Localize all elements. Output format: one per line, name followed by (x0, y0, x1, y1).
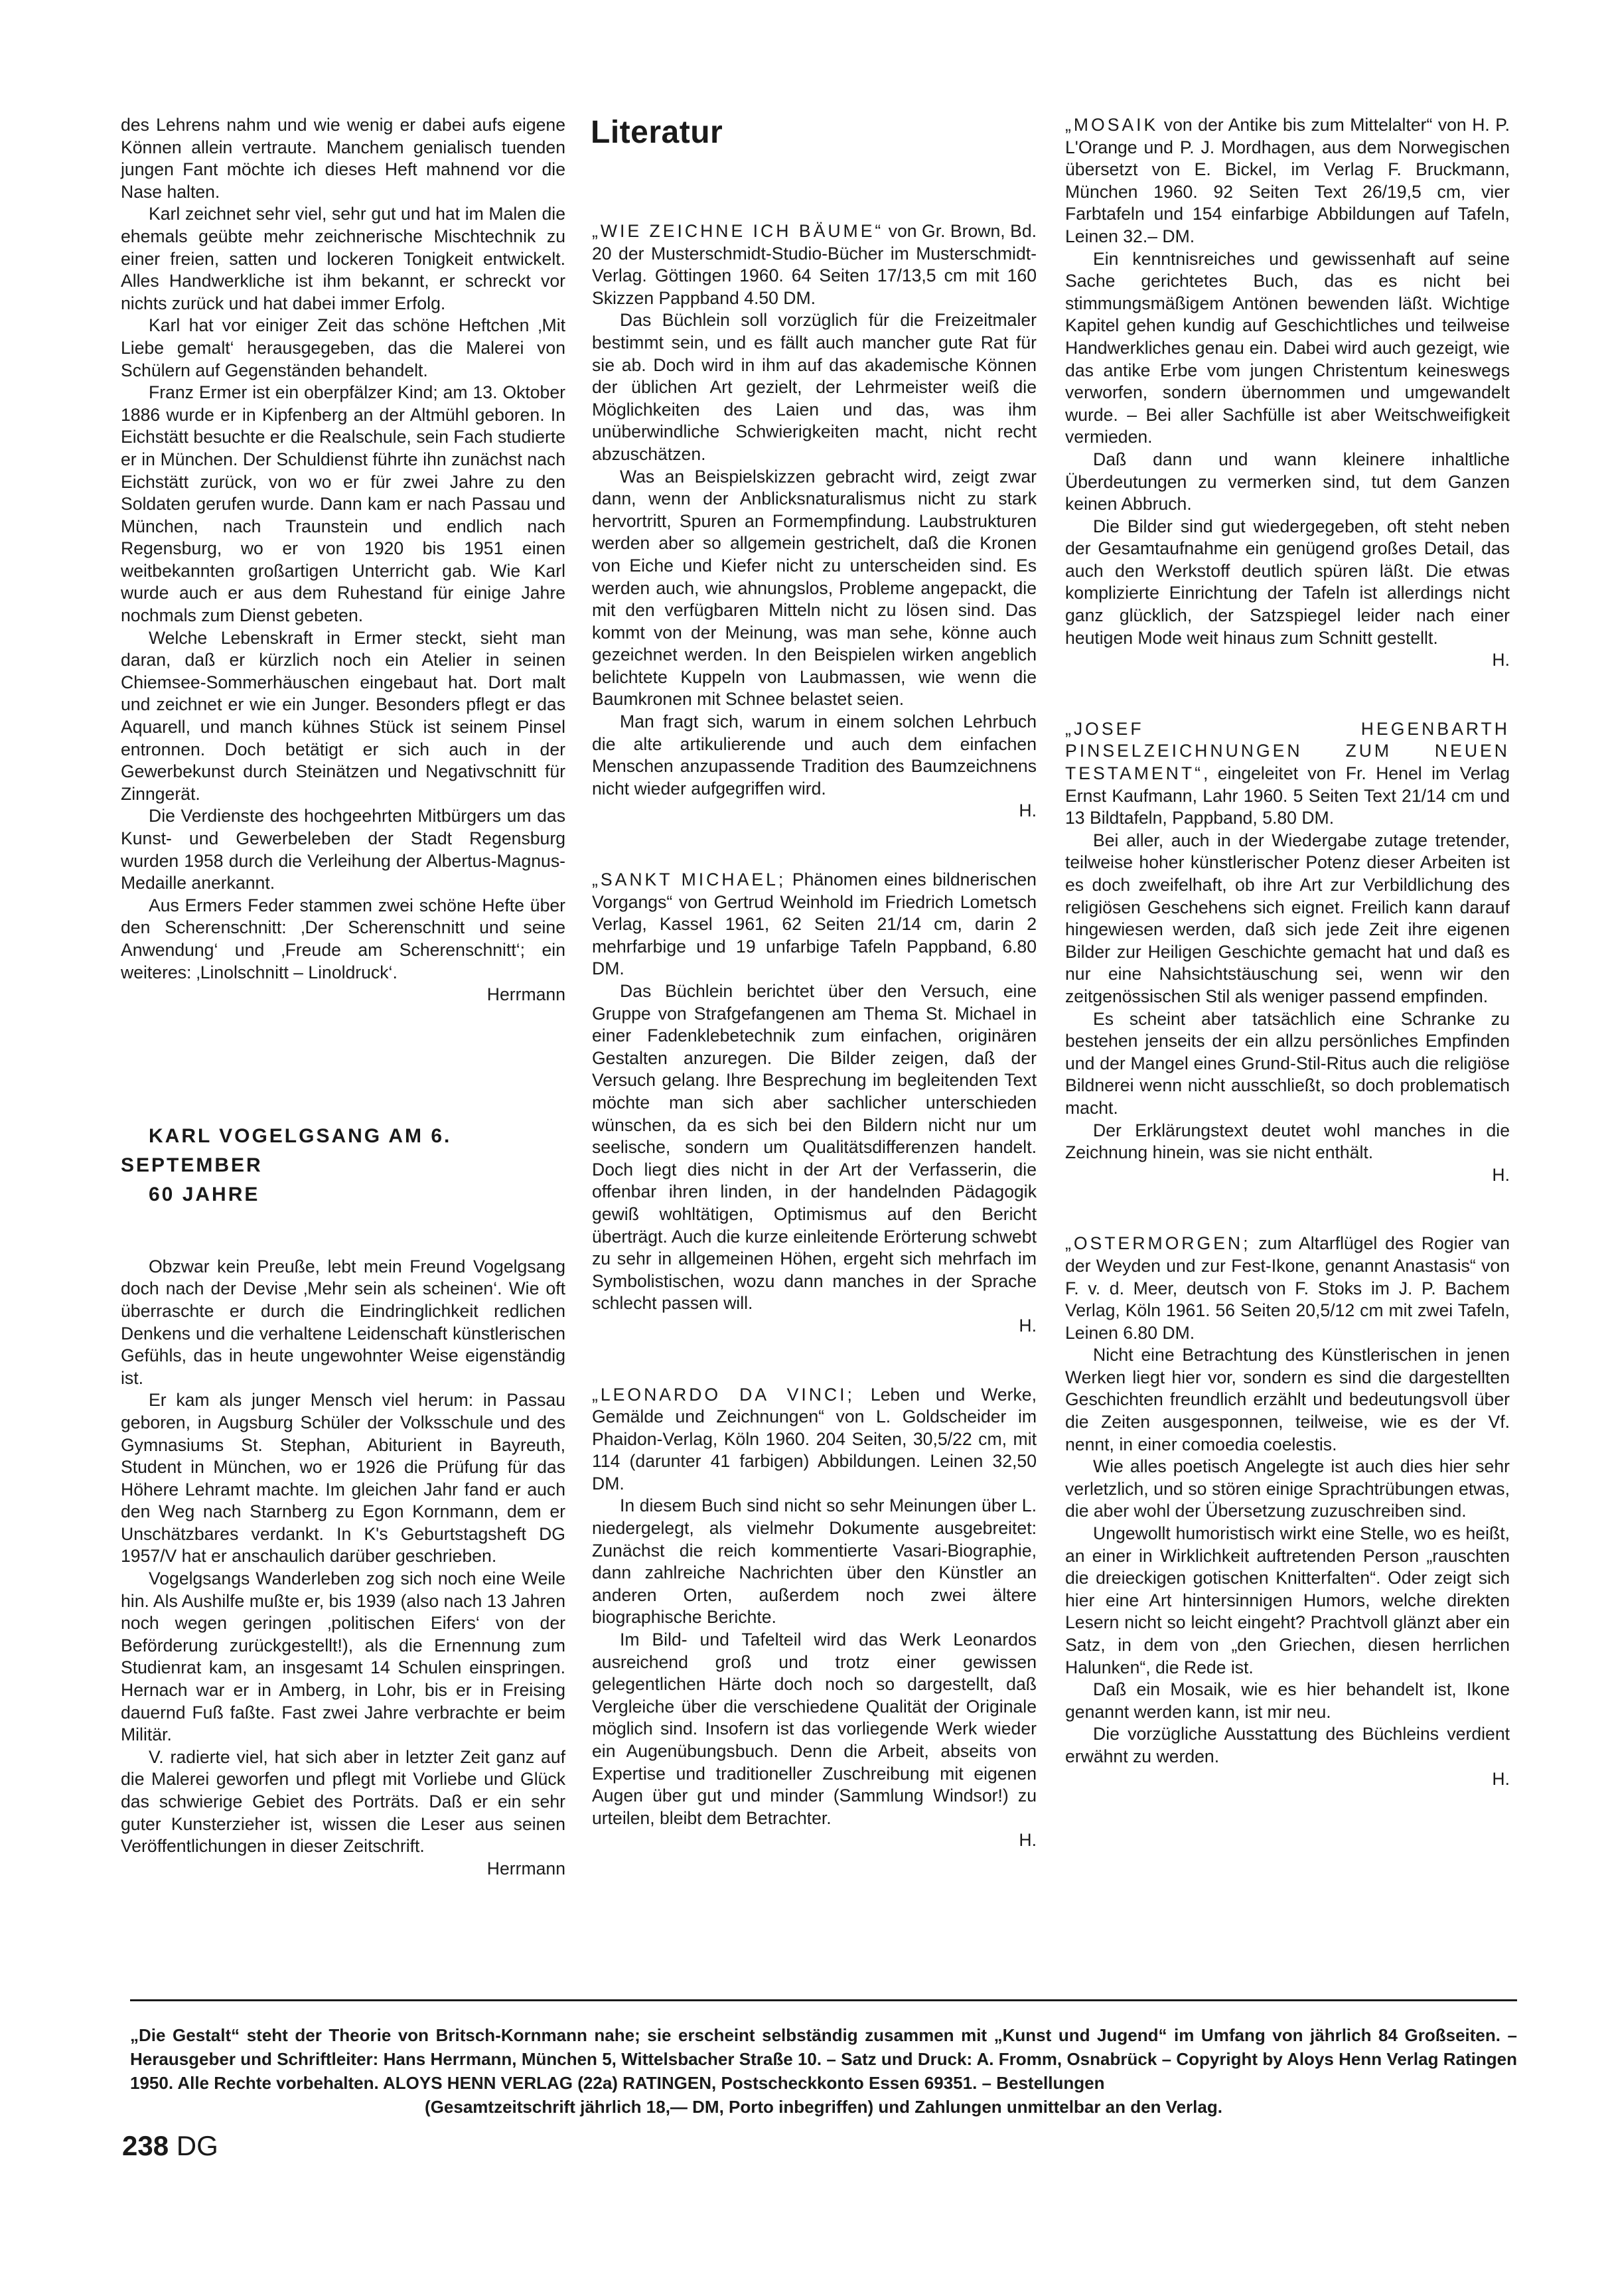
section-title: KARL VOGELGSANG AM 6. SEPTEMBER (121, 1124, 452, 1176)
review-title: „OSTERMORGEN; (1065, 1233, 1251, 1254)
page-number-value: 238 (122, 2130, 169, 2161)
author-signature: Herrmann (486, 1858, 565, 1878)
paragraph: Obzwar kein Preuße, lebt mein Freund Vogelgsang doch nach der Devise ‚Mehr sein als scheinen‘. Wie oft überraschte er durch die Eindringlichkeit redlichen Denkens und die verhaltene Leidenschaft künstlerischen Gefühls, das in heute ungewohnter Weise eigenständig ist. (121, 1256, 565, 1388)
paragraph: Er kam als junger Mensch viel herum: in Passau geboren, in Augsburg Schüler der Volksschule und des Gymnasiums St. Stephan, Abiturient in Bayreuth, Student in München, wo er 1926 die Prüfung für das Höhere Lehramt machte. Im gleichen Jahr fand er auch den Weg nach Starnberg zu Egon Kornmann, dem er Unschätzbares verdankt. In K's Geburtstagsheft DG 1957/V hat er anschaulich darüber geschrieben. (121, 1390, 565, 1567)
paragraph: Vogelgsangs Wanderleben zog sich noch eine Weile hin. Als Aushilfe mußte er, bis 1939 (also nach 13 Jahren noch wegen geringen ‚politischen Eifers‘ von der Beförderung zurückgestellt!), als die Ernennung zum Studienrat kam, an insgesamt 14 Schulen einspringen. Hernach war er in Amberg, in Lohr, bis er in Freising dauernd Fuß faßte. Fast zwei Jahre verbrachte er beim Militär. (121, 1569, 565, 1745)
paragraph: Bei aller, auch in der Wiedergabe zutage tretender, teilweise hoher künstlerischer Potenz dieser Arbeiten ist es doch zweifelhaft, ob ihre Art zur Verbildlichung des religiösen Geschehens sich eignet. Freilich kann darauf hingewiesen werden, daß sich jede Zeit ihre eigenen Bilder zur Heiligen Geschichte gemacht hat und daß es nur eine Nahsichtstäuschung sei, wenn wir den zeitgenössischen Stil als weniger passend empfinden. (1065, 830, 1510, 1006)
review-signature: H. (1019, 801, 1037, 821)
review-signature: H. (1492, 650, 1510, 670)
paragraph: Aus Ermers Feder stammen zwei schöne Hefte über den Scherenschnitt: ‚Der Scherenschnitt und seine Anwendung‘ und ‚Freude am Scherenschnitt‘; ein weiteres: ‚Linolschnitt – Linoldruck‘. (121, 895, 565, 982)
review-title: „SANKT MICHAEL; (592, 870, 786, 890)
paragraph: Welche Lebenskraft in Ermer steckt, sieht man daran, daß er kürzlich noch ein Atelier in seinen Chiemsee-Sommerhäuschen eingebaut hat. Dort malt und zeichnet er wie ein Junger. Besonders pflegt er das Aquarell, und manch kühnes Stück ist seinem Pinsel entronnen. Doch betätigt er sich auch in der Gewerbekunst durch Steinätzen und Negativschnitt für Zinngerät. (121, 627, 565, 804)
spacer (1065, 672, 1510, 718)
paragraph: Nicht eine Betrachtung des Künstlerischen in jenen Werken liegt hier vor, sondern es sind die dargestellten Geschichten freundlich erzählt und bedeutungsvoll über die Zeiten ausgesponnen, teilweise, wie es der Vf. nennt, in einer comoedia coelestis. (1065, 1345, 1510, 1454)
paragraph: Daß dann und wann kleinere inhaltliche Überdeutungen zu vermerken sind, tut dem Ganzen keinen Abbruch. (1065, 449, 1510, 514)
review-biblio: , eingeleitet von Fr. Henel im Verlag Ernst Kaufmann, Lahr 1960. 5 Seiten Text 21/14 cm und 13 Bildtafeln, Pappband, 5.80 DM. (1065, 763, 1510, 828)
review-biblio: von der Antike bis zum Mittelalter“ von H. P. L'Orange und P. J. Mordhagen, aus dem Norwegischen übersetzt von E. Bickel, im Verlag F. Bruckmann, München 1960. 92 Seiten Text 26/19,5 cm, vier Farbtafeln und 154 einfarbige Abbildungen auf Tafeln, Leinen 32.– DM. (1065, 115, 1510, 246)
paragraph: Daß ein Mosaik, wie es hier behandelt ist, Ikone genannt werden kann, ist mir neu. (1065, 1679, 1510, 1722)
review-mosaik (1065, 114, 1510, 672)
paragraph: Die vorzügliche Ausstattung des Büchleins verdient erwähnt zu werden. (1065, 1724, 1510, 1766)
review-title: „MOSAIK (1065, 115, 1159, 135)
review-citation (592, 1384, 1037, 1495)
review-citation (1065, 718, 1510, 830)
review-leonardo (592, 1384, 1037, 1852)
spacer (121, 1209, 565, 1256)
paragraph: In diesem Buch sind nicht so sehr Meinungen über L. niedergelegt, als vielmehr Dokumente ausgebreitet: Zunächst die reich kommentierte Vasari-Biographie, dann zahlreiche Nachrichten über den Künstler an anderen Orten, außerdem noch zwei ältere biographische Berichte. (592, 1495, 1037, 1628)
review-title: „JOSEF HEGENBARTH PINSELZEICHNUNGEN ZUM NEUEN TESTAMENT“ (1065, 718, 1510, 784)
paragraph: Ein kenntnisreiches und gewissenhaft auf seine Sache gerichtetes Buch, das es nicht bei stimmungsmäßigem Antönen bewenden läßt. Wichtige Kapitel gehen kundig auf Geschichtliches und teilweise Handwerkliches genau ein. Dabei wird auch gezeigt, wie das antike Erbe vom jungen Christentum keineswegs verworfen, sondern übernommen und umgewandelt wurde. – Bei aller Sachfülle ist aber Weitschweifigkeit vermieden. (1065, 248, 1510, 447)
review-citation (592, 869, 1037, 980)
imprint-last-line: (Gesamtzeitschrift jährlich 18,— DM, Porto inbegriffen) und Zahlungen unmittelbar an den Verlag. (425, 2097, 1222, 2117)
review-signature: H. (1019, 1830, 1037, 1851)
review-biblio: Phänomen eines bildnerischen Vorgangs“ von Gertrud Weinhold im Friedrich Lometsch Verlag, Kassel 1961, 62 Seiten 21/14 cm, darin 2 mehrfarbige und 19 unfarbige Tafeln Pappband, 6.80 DM. (592, 870, 1037, 979)
journal-abbrev: DG (176, 2130, 218, 2161)
section-subtitle: 60 JAHRE (149, 1183, 260, 1205)
page-number (122, 2129, 218, 2163)
review-biblio: von Gr. Brown, Bd. 20 der Musterschmidt-Studio-Bücher im Musterschmidt-Verlag. Göttingen 1960. 64 Seiten 17/13,5 cm mit 160 Skizzen Pappband 4.50 DM. (592, 221, 1037, 308)
review-signature: H. (1492, 1768, 1510, 1789)
author-signature: Herrmann (486, 984, 565, 1005)
imprint-text: „Die Gestalt“ steht der Theorie von Britsch-Kornmann nahe; sie erscheint selbständig zusammen mit „Kunst und Jugend“ im Umfang von jährlich 84 Großseiten. – Herausgeber und Schriftleiter: Hans Herrmann, München 5, Wittelsbacher Straße 10. – Satz und Druck: A. Fromm, Osnabrück – Copyright by Aloys Henn Verlag Ratingen 1950. Alle Rechte vorbehalten. ALOYS HENN VERLAG (22a) RATINGEN, Postscheckkonto Essen 69351. – Bestellungen (130, 2025, 1517, 2093)
paragraph: des Lehrens nahm und wie wenig er dabei aufs eigene Können allein vertraute. Manchem genialisch tuenden jungen Fant möchte ich dieses Heft mahnend vor die Nase halten. (121, 115, 565, 202)
paragraph: Das Büchlein berichtet über den Versuch, eine Gruppe von Strafgefangenen am Thema St. Michael in einer Fadenklebetechnik zum einfachen, originären Gestalten anzuregen. Die Bilder zeigen, daß der Versuch gelang. Ihre Besprechung im begleitenden Text möchte man sich aber sachlicher unterschieden wünschen, da es sich bei den Bildern nicht nur um seelische, sondern um Qualitätsdifferenzen handelt. Doch liegt dies nicht in der Art der Verfasserin, die offenbar ihren linden, in der handelnden Pädagogik gewiß wohltätigen, Optimismus auf den Bericht überträgt. Auch die kurze einleitende Erörterung schwebt zu sehr in allgemeinen Höhen, ergeht sich mehrfach im Symbolistischen, wozu dann manches in der Sprache schlecht passen will. (592, 981, 1037, 1314)
paragraph: Was an Beispielskizzen gebracht wird, zeigt zwar dann, wenn der Anblicksnaturalismus nicht zu stark hervortritt, Spuren an Formempfindung. Laubstrukturen werden aber so allgemein gestrichelt, daß die Kronen von Eiche und Kiefer nicht zu unterscheiden sind. Es werden auch, wie ahnungslos, Probleme angepackt, die mit den verfügbaren Mitteln nicht zu lösen sind. Das kommt von der Meinung, was man sehe, könne auch gezeichnet werden. In den Beispielen wirken angeblich belichtete Kuppeln von Laubmassen, wie wenn die Baumkronen mit Schnee belastet seien. (592, 466, 1037, 710)
paragraph: Man fragt sich, warum in einem solchen Lehrbuch die alte artikulierende und auch dem einfachen Menschen anzupassende Tradition des Baumzeichnens nicht wieder aufgegriffen wird. (592, 712, 1037, 799)
review-sankt-michael (592, 869, 1037, 1337)
paragraph: Ungewollt humoristisch wirkt eine Stelle, wo es heißt, an einer in Wirklichkeit auftretenden Person „rauschten die dreieckigen gotischen Knitterfalten“. Oder zeigt sich hier eine Art hintersinnigen Humors, welche direkten Lesern nicht so leicht eingeht? Prachtvoll glänzt aber ein Satz, in dem von „den Griechen, diesen herrlichen Halunken“, die Rede ist. (1065, 1523, 1510, 1677)
spacer (121, 1075, 565, 1122)
review-citation (592, 220, 1037, 309)
paragraph: Es scheint aber tatsächlich eine Schranke zu bestehen jenseits der ein allzu persönliches Empfinden und der Mangel eines Grund-Stil-Ritus auch die religiöse Bildnerei wenn nicht ausschließt, so doch problematisch macht. (1065, 1008, 1510, 1118)
column-middle (592, 114, 1037, 1852)
paragraph: Die Bilder sind gut wiedergegeben, oft steht neben der Gesamtaufnahme ein genügend großes Detail, das auch den Werkstoff deutlich spüren läßt. Die etwas komplizierte Einrichtung der Tafeln ist allerdings nicht ganz glücklich, der Satzspiegel leider nach einer heutigen Mode weit hinaus zum Schnitt gestellt. (1065, 516, 1510, 648)
imprint-footer (130, 2023, 1517, 2119)
review-citation (1065, 114, 1510, 248)
review-ostermorgen (1065, 1233, 1510, 1790)
review-hegenbarth (1065, 718, 1510, 1186)
paragraph: Der Erklärungstext deutet wohl manches in die Zeichnung hinein, was sie nicht enthält. (1065, 1120, 1510, 1163)
review-title: „WIE ZEICHNE ICH BÄUME“ (592, 221, 884, 241)
review-citation (1065, 1233, 1510, 1344)
spacer (592, 1338, 1037, 1384)
paragraph: Karl hat vor einiger Zeit das schöne Heftchen ‚Mit Liebe gemalt‘ herausgegeben, das die Malerei von Schülern auf Gegenständen behandelt. (121, 315, 565, 380)
paragraph: Karl zeichnet sehr viel, sehr gut und hat im Malen die ehemals geübte mehr zeichnerische Mischtechnik zu einer freien, satten und lockeren Tonigkeit entwickelt. Alles Handwerkliche ist ihm bekannt, er schreckt vor nichts zurück und hat dabei immer Erfolg. (121, 204, 565, 313)
spacer (592, 151, 1037, 220)
spacer (592, 822, 1037, 869)
paragraph: Franz Ermer ist ein oberpfälzer Kind; am 13. Oktober 1886 wurde er in Kipfenberg an der Altmühl geboren. In Eichstätt besuchte er die Realschule, sein Fach studierte er in München. Der Schuldienst führte ihn zunächst nach Eichstätt zurück, von wo er für zwei Jahre zu den Soldaten gerufen wurde. Dann kam er nach Passau und München, nach Traunstein und endlich nach Regensburg, wo er von 1920 bis 1951 einen weitbekannten großartigen Unterricht gab. Wie Karl wurde auch er aus dem Ruhestand für einige Jahre nochmals zum Dienst gebeten. (121, 382, 565, 626)
column-left (121, 114, 565, 1880)
paragraph: V. radierte viel, hat sich aber in letzter Zeit ganz auf die Malerei geworfen und pflegt mit Vorliebe und Glück das schwierige Gebiet des Porträts. Daß er ein sehr guter Kunsterzieher ist, wissen die Leser aus seinen Veröffentlichungen in dieser Zeitschrift. (121, 1746, 565, 1857)
paragraph: Im Bild- und Tafelteil wird das Werk Leonardos ausreichend groß und trotz einer gewissen gelegentlichen Härte doch noch so dargestellt, daß Vergleiche über die verschiedene Qualität der Originale möglich sind. Insofern ist das vorliegende Werk wieder ein Augenübungsbuch. Denn die Arbeit, abseits von Expertise und traditioneller Zuschreibung mit eigenen Augen über gut und minder (Sammlung Windsor!) zu urteilen, bleibt dem Betrachter. (592, 1630, 1037, 1828)
column-right (1065, 114, 1510, 1790)
review-signature: H. (1019, 1315, 1037, 1336)
literature-heading: Literatur (591, 115, 723, 150)
paragraph: Wie alles poetisch Angelegte ist auch dies hier sehr verletzlich, und so stören einige Sprachtrübungen etwas, die aber wohl der Übersetzung zuzuschreiben sind. (1065, 1456, 1510, 1521)
review-baeume (592, 220, 1037, 822)
spacer (1065, 1186, 1510, 1233)
paragraph: Die Verdienste des hochgeehrten Mitbürgers um das Kunst- und Gewerbeleben der Stadt Regensburg wurden 1958 durch die Verleihung der Albertus-Magnus-Medaille anerkannt. (121, 806, 565, 893)
spacer (121, 1006, 565, 1075)
review-biblio: Leben und Werke, Gemälde und Zeichnungen“ von L. Goldscheider im Phaidon-Verlag, Köln 1960. 204 Seiten, 30,5/22 cm, mit 114 (darunter 41 farbigen) Abbildungen. Leinen 32,50 DM. (592, 1384, 1037, 1493)
footer-divider (130, 1999, 1517, 2001)
review-signature: H. (1492, 1164, 1510, 1185)
review-title: „LEONARDO DA VINCI; (592, 1384, 855, 1405)
paragraph: Das Büchlein soll vorzüglich für die Freizeitmaler bestimmt sein, und es fällt auch mancher gute Rat für sie ab. Doch wird in ihm auf das akademische Können der üblichen Art gezielt, der Lehrmeister weiß die Möglichkeiten des Laien und das, was ihm unüberwindliche Schwierigkeiten macht, nicht recht abzuschätzen. (592, 310, 1037, 464)
review-biblio: zum Altarflügel des Rogier van der Weyden und zur Fest-Ikone, genannt Anastasis“ von F. v. d. Meer, deutsch von F. Stoks im J. P. Bachem Verlag, Köln 1961. 56 Seiten 20,5/12 cm mit zwei Tafeln, Leinen 6.80 DM. (1065, 1233, 1510, 1343)
